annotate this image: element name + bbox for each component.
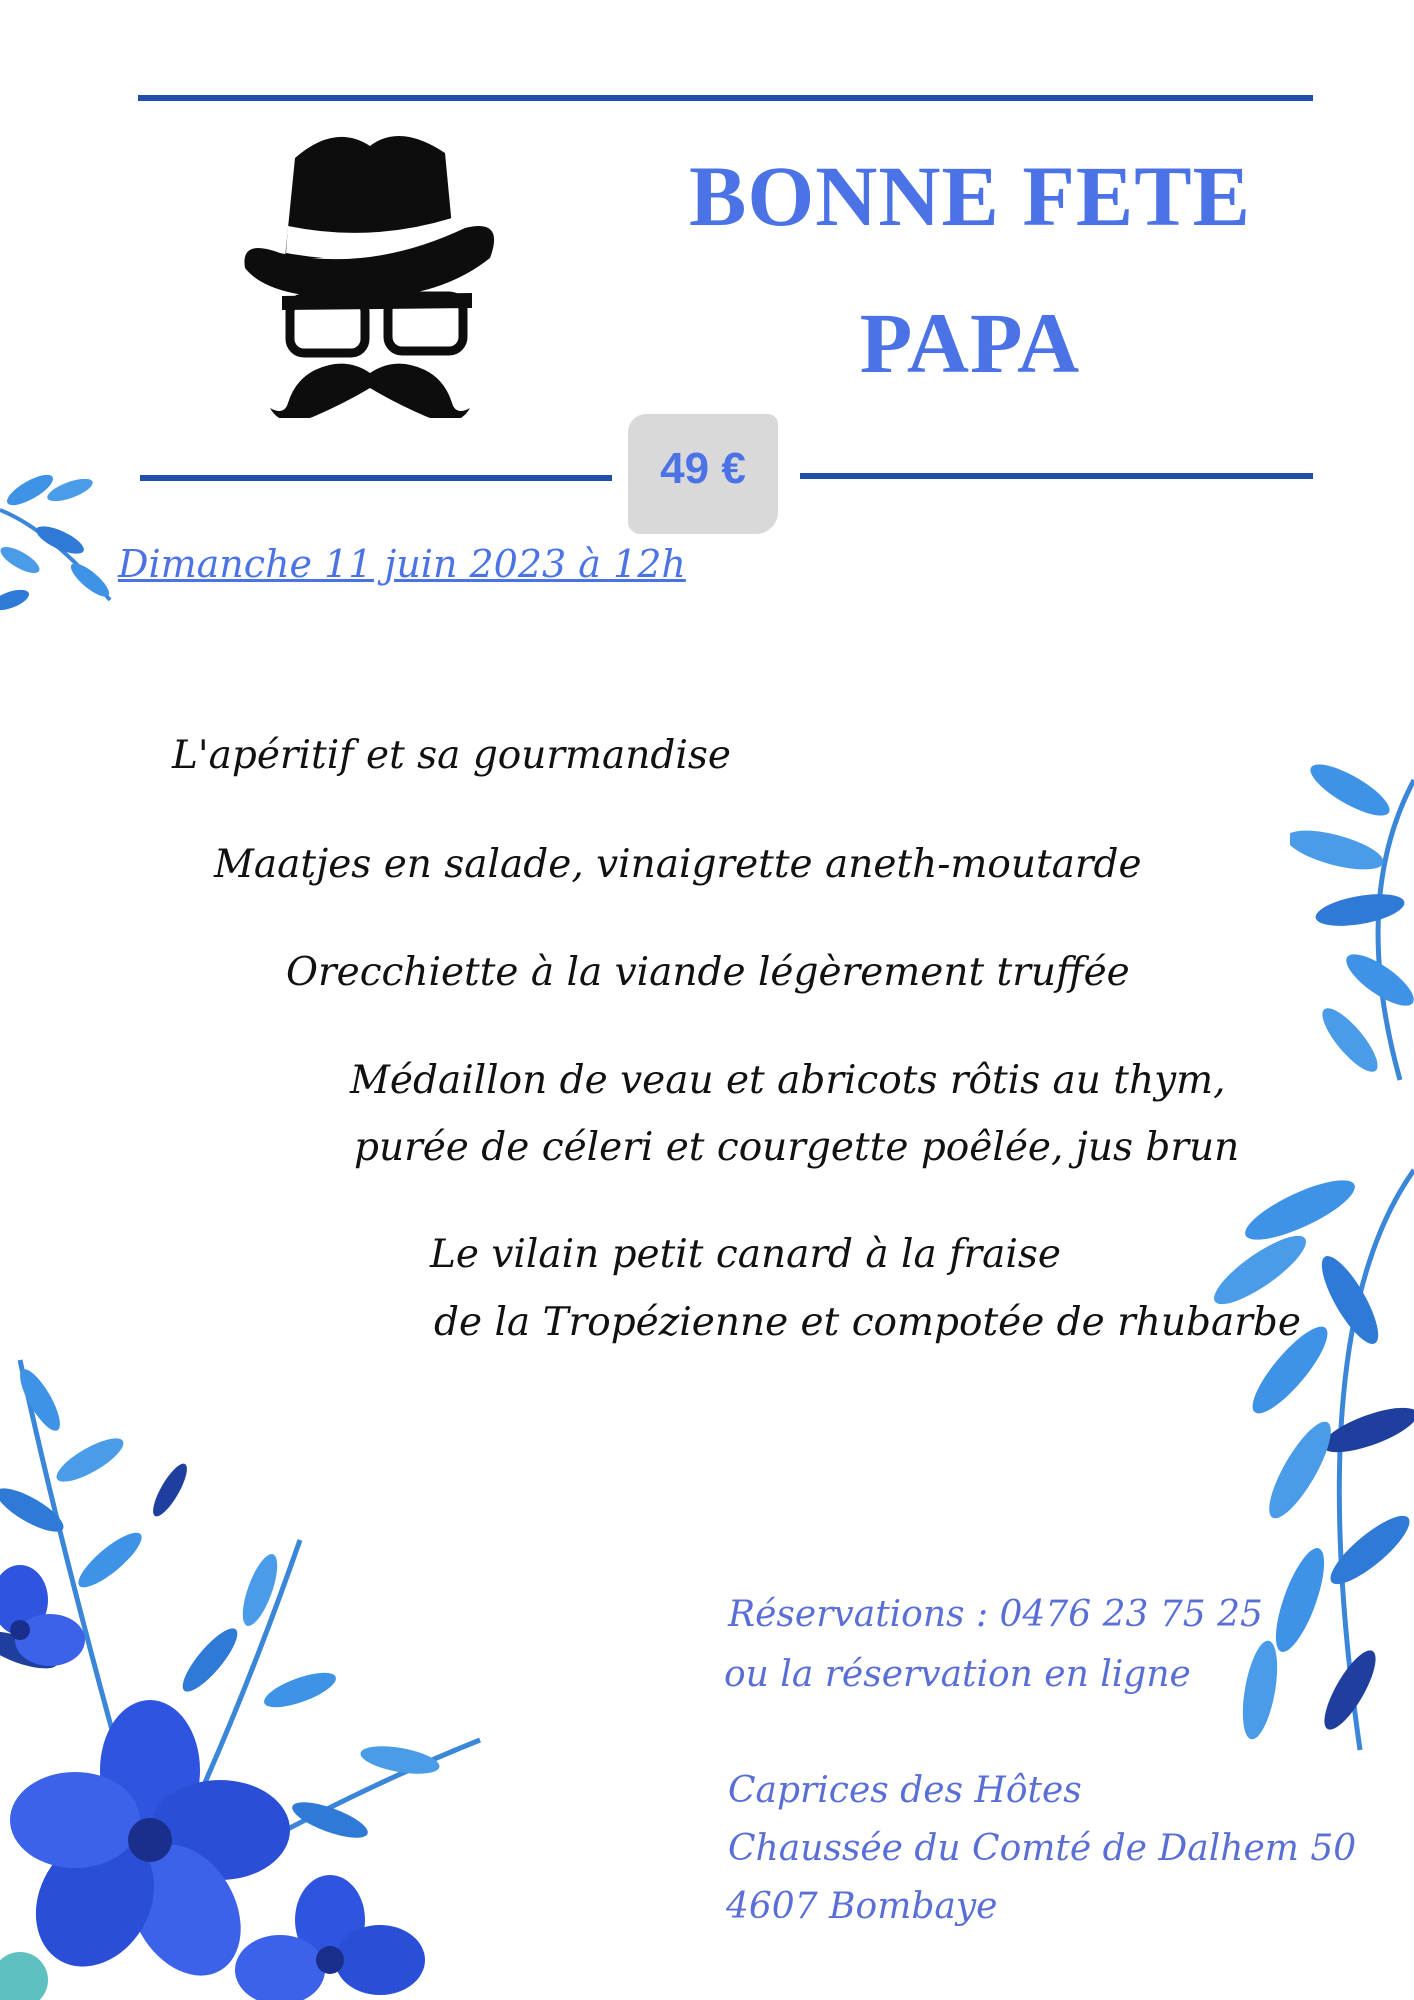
event-date: Dimanche 11 juin 2023 à 12h (118, 542, 686, 586)
top-rule (138, 95, 1313, 101)
menu-item-starter: Maatjes en salade, vinaigrette aneth-moutarde (214, 842, 1142, 887)
menu-item-pasta: Orecchiette à la viande légèrement truffée (286, 950, 1130, 995)
venue-street: Chaussée du Comté de Dalhem 50 (728, 1828, 1357, 1869)
venue-city: 4607 Bombaye (726, 1886, 998, 1927)
price-label: 49 € (660, 444, 746, 493)
title-line-2: PAPA (859, 295, 1081, 391)
menu-item-main-line-2: purée de céleri et courgette poêlée, jus brun (354, 1125, 1240, 1170)
leaf-decoration-top-left (0, 450, 130, 630)
title-line-1: BONNE FETE (689, 148, 1251, 244)
leaf-decoration-right-lower (1200, 1130, 1414, 1780)
middle-rule-right (800, 473, 1313, 479)
menu-item-aperitif: L'apéritif et sa gourmandise (172, 733, 731, 778)
flower-decoration-bottom-left (0, 1340, 500, 2000)
menu-item-dessert-line-2: de la Tropézienne et compotée de rhubarbe (434, 1300, 1301, 1345)
middle-rule-left (140, 475, 612, 481)
leaf-decoration-right-upper (1290, 750, 1414, 1100)
reservation-online: ou la réservation en ligne (724, 1654, 1191, 1695)
menu-item-dessert-line-1: Le vilain petit canard à la fraise (430, 1232, 1061, 1277)
menu-item-main-line-1: Médaillon de veau et abricots rôtis au thym, (350, 1058, 1226, 1103)
hat-glasses-mustache-icon (240, 118, 500, 418)
reservation-phone: Réservations : 0476 23 75 25 (728, 1594, 1263, 1635)
venue-name: Caprices des Hôtes (728, 1770, 1082, 1811)
